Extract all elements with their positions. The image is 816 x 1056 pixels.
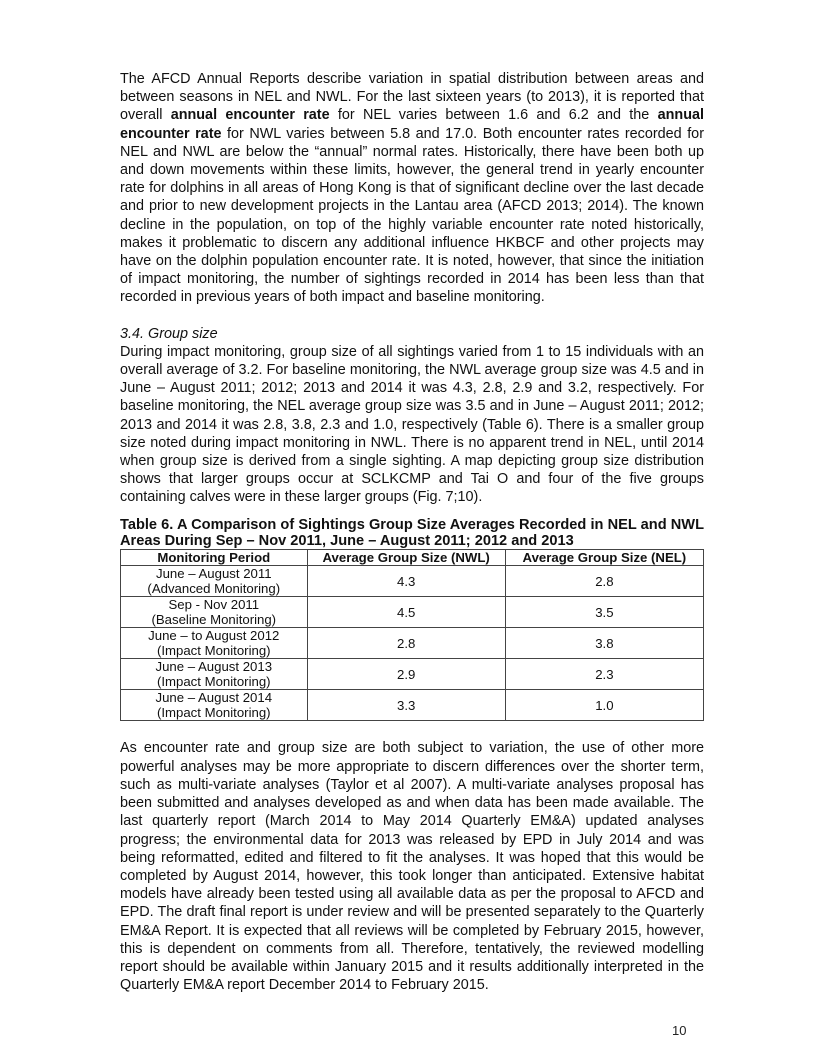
document-page (120, 70, 704, 994)
nel-cell: 3.5 (505, 597, 703, 628)
group-size-paragraph: During impact monitoring, group size of all sightings varied from 1 to 15 individuals with an overall average of 3.2. For baseline monitoring, the NWL average group size was 4.5 and in June – August 2011; 2012; 2013 and 2014 it was 4.3, 2.8, 2.9 and 3.2, respectively. For baseline monitoring, the NEL average group size was 3.5 and in June – August 2011; 2012; 2013 and 2014 it was 2.8, 3.8, 2.3 and 1.0, respectively (Table 6). There is a smaller group size noted during impact monitoring in NWL. There is no apparent trend in NEL, until 2014 when group size is derived from a single sighting. A map depicting group size distribution shows that larger groups occur at SCLKCMP and Tai O and four of the five groups containing calves were in these larger groups (Fig. 7;10). (120, 343, 704, 506)
monitoring-type: (Impact Monitoring) (156, 643, 271, 659)
period-cell (121, 628, 308, 659)
table-header-row (121, 550, 704, 566)
monitoring-type: (Baseline Monitoring) (151, 612, 277, 628)
monitoring-type: (Impact Monitoring) (156, 705, 271, 721)
monitoring-type: (Advanced Monitoring) (147, 581, 281, 597)
nwl-cell: 2.9 (307, 659, 505, 690)
group-size-table (120, 549, 704, 721)
nwl-cell: 4.3 (307, 566, 505, 597)
table-row (121, 690, 704, 721)
page-number: 10 (672, 1023, 687, 1038)
column-header: Average Group Size (NEL) (505, 550, 703, 566)
table-row (121, 597, 704, 628)
bold-term: annual encounter rate (120, 107, 704, 142)
text-run: for NEL varies between 1.6 and 6.2 and the (329, 107, 658, 124)
nel-cell: 1.0 (505, 690, 703, 721)
period-label: June – August 2014 (155, 690, 273, 706)
nel-cell: 2.8 (505, 566, 703, 597)
period-cell (121, 690, 308, 721)
column-header: Average Group Size (NWL) (307, 550, 505, 566)
analyses-paragraph: As encounter rate and group size are both subject to variation, the use of other more powerful analyses may be more appropriate to discern differences over the shorter term, such as multi-variate analyses (Taylor et al 2007). A multi-variate analyses proposal has been submitted and analyses developed as and when data has been made available. The last quarterly report (March 2014 to May 2014 Quarterly EM&A) updated analyses progress; the environmental data for 2013 was released by EPD in July 2014 and was being reformatted, edited and filtered to fit the analyses. It was hoped that this would be completed by August 2014, however, this took longer than anticipated. Extensive habitat models have already been tested using all available data as per the proposal to AFCD and EPD. The draft final report is under review and will be presented separately to the Quarterly EM&A Report. It is expected that all reviews will be completed by February 2015, however, this is dependent on comments from all. Therefore, tentatively, the reviewed modelling report should be available within January 2015 and it results additionally interpreted in the Quarterly EM&A report December 2014 to February 2015. (120, 740, 704, 994)
table-row (121, 566, 704, 597)
nwl-cell: 4.5 (307, 597, 505, 628)
nel-cell: 2.3 (505, 659, 703, 690)
encounter-rate-paragraph (120, 70, 704, 307)
bold-term: annual encounter rate (170, 107, 330, 124)
column-header: Monitoring Period (121, 550, 308, 566)
period-label: June – August 2011 (155, 566, 272, 582)
table-caption: Table 6. A Comparison of Sightings Group Size Averages Recorded in NEL and NWL Areas During Sep – Nov 2011, June – August 2011; 2012 and 2013 (120, 516, 704, 550)
text-run: for NWL varies between 5.8 and 17.0. Both encounter rates recorded for NEL and NWL are below the “annual” normal rates. Historically, there have been both up and down movements within these limits, however, the general trend in yearly encounter rate for dolphins in all areas of Hong Kong is that of significant decline over the last decade and prior to new development projects in the Lantau area (AFCD 2013; 2014). The known decline in the population, on top of the highly variable encounter rate noted historically, makes it problematic to discern any additional influence HKBCF and other projects may have on the dolphin population encounter rate. It is noted, however, that since the initiation of impact monitoring, the number of sightings recorded in 2014 has been less than that recorded in previous years of both impact and baseline monitoring. (120, 125, 704, 306)
section-heading: 3.4. Group size (120, 325, 218, 342)
period-cell (121, 597, 308, 628)
period-cell (121, 566, 308, 597)
table-row (121, 628, 704, 659)
table-row (121, 659, 704, 690)
nwl-cell: 2.8 (307, 628, 505, 659)
period-label: Sep - Nov 2011 (168, 597, 260, 613)
text-run: The AFCD Annual Reports describe variation in spatial distribution between areas and between seasons in NEL and NWL. For the last sixteen years (to 2013), it is reported that overall (120, 71, 704, 124)
nel-cell: 3.8 (505, 628, 703, 659)
nwl-cell: 3.3 (307, 690, 505, 721)
period-cell (121, 659, 308, 690)
period-label: June – to August 2012 (148, 628, 280, 644)
period-label: June – August 2013 (155, 659, 273, 675)
monitoring-type: (Impact Monitoring) (156, 674, 271, 690)
